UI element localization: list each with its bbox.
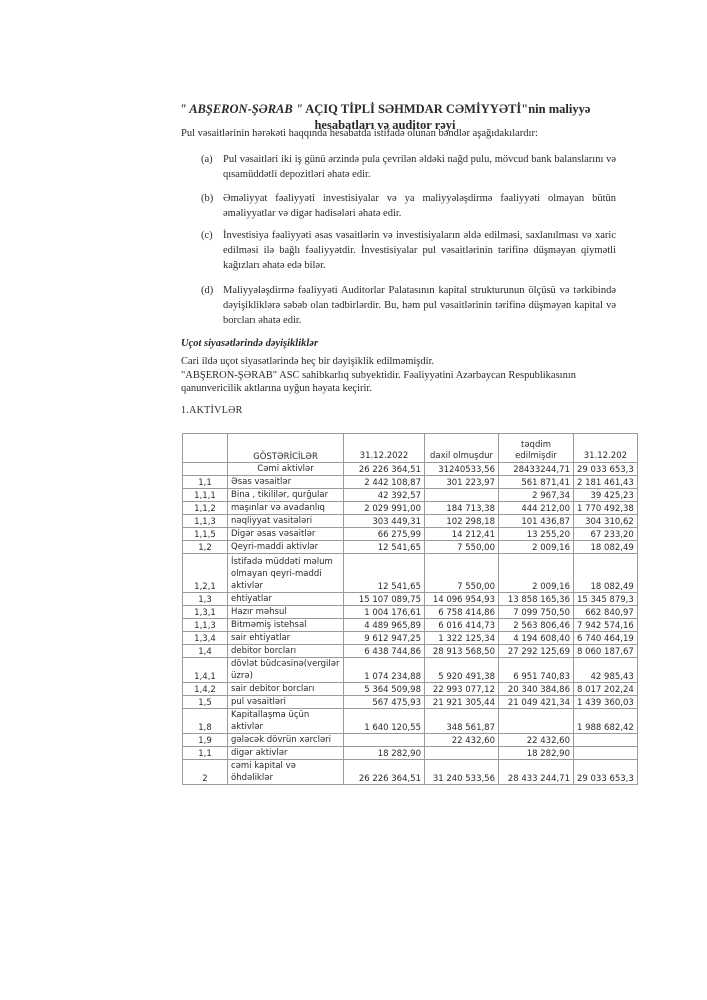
row-submitted-cell: 20 340 384,86 <box>499 683 574 696</box>
header-cell-received: daxil olmuşdur <box>425 434 499 463</box>
row-submitted-cell: 2 009,16 <box>499 541 574 554</box>
table-row <box>183 606 638 619</box>
row-submitted-cell: 4 194 608,40 <box>499 632 574 645</box>
section-title-accounting: Uçot siyasətlərində dəyişikliklər <box>181 338 319 349</box>
header-cell-submitted: təqdim edilmişdir <box>499 434 574 463</box>
row-submitted-cell: 28 433 244,71 <box>499 760 574 785</box>
list-item-a <box>201 152 616 182</box>
assets-table <box>182 433 638 785</box>
row-name-cell: debitor borcları <box>228 645 344 658</box>
row-name-cell: Qeyri-maddi aktivlər <box>228 541 344 554</box>
row-code-cell: 1,5 <box>183 696 228 709</box>
row-end-cell: 304 310,62 <box>574 515 638 528</box>
row-name-cell: cəmi kapital və öhdəliklər <box>228 760 344 785</box>
list-item-text: İnvestisiya fəaliyyəti əsas vəsaitlərin və investisiyaların əldə edilməsi, saxlanılması və xaric edilməsi ilə bağlı fəaliyyətdir. İnvestisiyalar pul vəsaitlərinin tərifinə düşməyən qiymətli kağızları əhatə edə bilər. <box>223 230 616 271</box>
row-end-cell: 18 082,49 <box>574 554 638 593</box>
row-name-cell: digər aktivlər <box>228 747 344 760</box>
table-row <box>183 502 638 515</box>
row-name-cell: maşınlar və avadanlıq <box>228 502 344 515</box>
row-code-cell: 1,3,1 <box>183 606 228 619</box>
row-name-cell: Bitməmiş istehsal <box>228 619 344 632</box>
list-item-b <box>201 191 616 221</box>
row-received-cell: 7 550,00 <box>425 554 499 593</box>
row-code-cell: 1,4 <box>183 645 228 658</box>
header-cell-end: 31.12.202 <box>574 434 638 463</box>
row-submitted-cell: 28433244,71 <box>499 463 574 476</box>
row-end-cell: 8 017 202,24 <box>574 683 638 696</box>
row-start-cell: 567 475,93 <box>344 696 425 709</box>
row-start-cell <box>344 734 425 747</box>
row-end-cell <box>574 734 638 747</box>
row-code-cell: 1,4,1 <box>183 658 228 683</box>
row-end-cell: 1 439 360,03 <box>574 696 638 709</box>
row-received-cell: 5 920 491,38 <box>425 658 499 683</box>
table-row <box>183 709 638 734</box>
row-received-cell <box>425 747 499 760</box>
row-received-cell: 7 550,00 <box>425 541 499 554</box>
row-start-cell: 1 004 176,61 <box>344 606 425 619</box>
row-name-cell: Bina , tikililər, qurğular <box>228 489 344 502</box>
row-start-cell: 2 029 991,00 <box>344 502 425 515</box>
table-row <box>183 683 638 696</box>
row-end-cell: 29 033 653,3 <box>574 760 638 785</box>
list-marker: (d) <box>201 285 214 296</box>
row-submitted-cell: 21 049 421,34 <box>499 696 574 709</box>
row-code-cell: 1,8 <box>183 709 228 734</box>
row-end-cell <box>574 747 638 760</box>
row-start-cell: 4 489 965,89 <box>344 619 425 632</box>
row-code-cell: 1,3,4 <box>183 632 228 645</box>
table-header-row <box>183 434 638 463</box>
row-end-cell: 6 740 464,19 <box>574 632 638 645</box>
header-cell-indicators: GÖSTƏRİCİLƏR <box>228 434 344 463</box>
paragraph-policy: Cari ildə uçot siyasətlərində heç bir dəyişiklik edilməmişdir. <box>181 356 435 367</box>
table-row <box>183 463 638 476</box>
section-title-assets: 1.AKTİVLƏR <box>181 405 243 416</box>
row-code-cell: 1,9 <box>183 734 228 747</box>
row-end-cell: 1 770 492,38 <box>574 502 638 515</box>
row-name-cell: İstifadə müddəti məlum olmayan qeyri-maddi aktivlər <box>228 554 344 593</box>
row-start-cell: 5 364 509,98 <box>344 683 425 696</box>
row-start-cell: 15 107 089,75 <box>344 593 425 606</box>
row-end-cell: 8 060 187,67 <box>574 645 638 658</box>
row-submitted-cell: 2 563 806,46 <box>499 619 574 632</box>
row-received-cell: 1 322 125,34 <box>425 632 499 645</box>
row-code-cell: 1,4,2 <box>183 683 228 696</box>
row-received-cell: 28 913 568,50 <box>425 645 499 658</box>
row-code-cell: 1,1,5 <box>183 528 228 541</box>
list-item-d <box>201 283 616 328</box>
row-code-cell: 2 <box>183 760 228 785</box>
row-submitted-cell: 18 282,90 <box>499 747 574 760</box>
row-received-cell: 21 921 305,44 <box>425 696 499 709</box>
table-row <box>183 476 638 489</box>
paragraph-company: "ABŞERON-ŞƏRAB" ASC sahibkarlıq subyektidir. Fəaliyyətini Azərbaycan Respublikasının qanunvericilik aktlarına uyğun həyata keçirir. <box>181 370 577 394</box>
row-start-cell: 66 275,99 <box>344 528 425 541</box>
row-code-cell: 1,1 <box>183 747 228 760</box>
row-start-cell: 12 541,65 <box>344 554 425 593</box>
row-start-cell: 26 226 364,51 <box>344 463 425 476</box>
row-code-cell: 1,1,3 <box>183 515 228 528</box>
row-start-cell: 12 541,65 <box>344 541 425 554</box>
header-cell-code <box>183 434 228 463</box>
row-submitted-cell: 13 255,20 <box>499 528 574 541</box>
row-start-cell: 6 438 744,86 <box>344 645 425 658</box>
table-row <box>183 696 638 709</box>
row-name-cell: nəqliyyat vasitələri <box>228 515 344 528</box>
row-end-cell: 67 233,20 <box>574 528 638 541</box>
row-received-cell: 31240533,56 <box>425 463 499 476</box>
row-submitted-cell: 7 099 750,50 <box>499 606 574 619</box>
row-end-cell: 15 345 879,3 <box>574 593 638 606</box>
row-end-cell: 7 942 574,16 <box>574 619 638 632</box>
table-row <box>183 747 638 760</box>
row-name-cell: ehtiyatlar <box>228 593 344 606</box>
row-start-cell: 303 449,31 <box>344 515 425 528</box>
row-name-cell: Əsas vəsaitlər <box>228 476 344 489</box>
row-start-cell: 2 442 108,87 <box>344 476 425 489</box>
row-submitted-cell: 101 436,87 <box>499 515 574 528</box>
row-received-cell: 184 713,38 <box>425 502 499 515</box>
row-received-cell: 22 993 077,12 <box>425 683 499 696</box>
table-row <box>183 760 638 785</box>
row-start-cell: 42 392,57 <box>344 489 425 502</box>
row-end-cell: 1 988 682,42 <box>574 709 638 734</box>
row-end-cell: 29 033 653,3 <box>574 463 638 476</box>
company-name: " ABŞERON-ŞƏRAB " <box>179 102 303 116</box>
row-name-cell: pul vəsaitləri <box>228 696 344 709</box>
row-submitted-cell: 444 212,00 <box>499 502 574 515</box>
table-row <box>183 619 638 632</box>
row-submitted-cell: 561 871,41 <box>499 476 574 489</box>
row-received-cell: 22 432,60 <box>425 734 499 747</box>
row-received-cell: 31 240 533,56 <box>425 760 499 785</box>
row-start-cell: 9 612 947,25 <box>344 632 425 645</box>
row-submitted-cell: 2 009,16 <box>499 554 574 593</box>
row-submitted-cell: 22 432,60 <box>499 734 574 747</box>
list-item-text: Əməliyyat fəaliyyəti investisiyalar və ya maliyyələşdirmə fəaliyyəti olmayan bütün əməliyyatlar və digər hadisələri əhatə edir. <box>223 193 616 219</box>
row-end-cell: 39 425,23 <box>574 489 638 502</box>
table-row <box>183 528 638 541</box>
table-row <box>183 658 638 683</box>
row-name-cell: dövlət büdcəsinə(vergilər üzrə) <box>228 658 344 683</box>
table-row <box>183 645 638 658</box>
row-submitted-cell <box>499 709 574 734</box>
title-line1-rest: AÇIQ TİPLİ SƏHMDAR CƏMİYYƏTİ"nin maliyyə <box>305 102 591 116</box>
row-code-cell: 1,1 <box>183 476 228 489</box>
row-name-cell: Digər əsas vəsaitlər <box>228 528 344 541</box>
table-row <box>183 554 638 593</box>
row-name-cell: Kapitallaşma üçün aktivlər <box>228 709 344 734</box>
list-marker: (b) <box>201 193 214 204</box>
table-row <box>183 489 638 502</box>
row-code-cell: 1,1,3 <box>183 619 228 632</box>
row-end-cell: 2 181 461,43 <box>574 476 638 489</box>
row-start-cell: 1 074 234,88 <box>344 658 425 683</box>
row-code-cell: 1,1,2 <box>183 502 228 515</box>
row-code-cell: 1,1,1 <box>183 489 228 502</box>
row-end-cell: 662 840,97 <box>574 606 638 619</box>
row-received-cell: 102 298,18 <box>425 515 499 528</box>
list-item-text: Maliyyələşdirmə fəaliyyəti Auditorlar Palatasının kapital strukturunun ölçüsü və tərkibində dəyişikliklərə səbəb olan tədbirlərdir. Bu, həm pul vəsaitlərinin tərifinə düşməyən kapital və borcları əhatə edir. <box>223 285 616 326</box>
row-received-cell: 14 212,41 <box>425 528 499 541</box>
row-code-cell <box>183 463 228 476</box>
row-submitted-cell: 27 292 125,69 <box>499 645 574 658</box>
row-start-cell: 18 282,90 <box>344 747 425 760</box>
row-submitted-cell: 2 967,34 <box>499 489 574 502</box>
table-row <box>183 515 638 528</box>
list-marker: (a) <box>201 154 213 165</box>
list-item-text: Pul vəsaitləri iki iş günü ərzində pula çevrilən əldəki nağd pulu, mövcud bank balanslarını və qısamüddətli depozitləri əhatə edir. <box>223 154 616 180</box>
row-received-cell: 301 223,97 <box>425 476 499 489</box>
row-start-cell: 1 640 120,55 <box>344 709 425 734</box>
row-name-cell: sair debitor borcları <box>228 683 344 696</box>
list-marker: (c) <box>201 230 213 241</box>
row-received-cell: 6 758 414,86 <box>425 606 499 619</box>
title-line2: hesabatları və auditor rəyi <box>314 118 456 132</box>
table-row <box>183 593 638 606</box>
row-code-cell: 1,3 <box>183 593 228 606</box>
row-name-cell: Cəmi aktivlər <box>228 463 344 476</box>
row-code-cell: 1,2 <box>183 541 228 554</box>
row-submitted-cell: 6 951 740,83 <box>499 658 574 683</box>
row-end-cell: 42 985,43 <box>574 658 638 683</box>
row-name-cell: gələcək dövrün xərcləri <box>228 734 344 747</box>
table-row <box>183 632 638 645</box>
table-row <box>183 541 638 554</box>
intro-text: Pul vəsaitlərinin hərəkəti haqqında hesabatda istifadə olunan bəndlər aşağıdakılardır: <box>181 128 538 139</box>
list-item-c <box>201 228 616 273</box>
row-code-cell: 1,2,1 <box>183 554 228 593</box>
row-received-cell: 14 096 954,93 <box>425 593 499 606</box>
row-submitted-cell: 13 858 165,36 <box>499 593 574 606</box>
row-received-cell: 6 016 414,73 <box>425 619 499 632</box>
row-name-cell: sair ehtiyatlar <box>228 632 344 645</box>
row-start-cell: 26 226 364,51 <box>344 760 425 785</box>
row-end-cell: 18 082,49 <box>574 541 638 554</box>
table-row <box>183 734 638 747</box>
row-received-cell <box>425 489 499 502</box>
row-name-cell: Hazır məhsul <box>228 606 344 619</box>
row-received-cell: 348 561,87 <box>425 709 499 734</box>
header-cell-start: 31.12.2022 <box>344 434 425 463</box>
